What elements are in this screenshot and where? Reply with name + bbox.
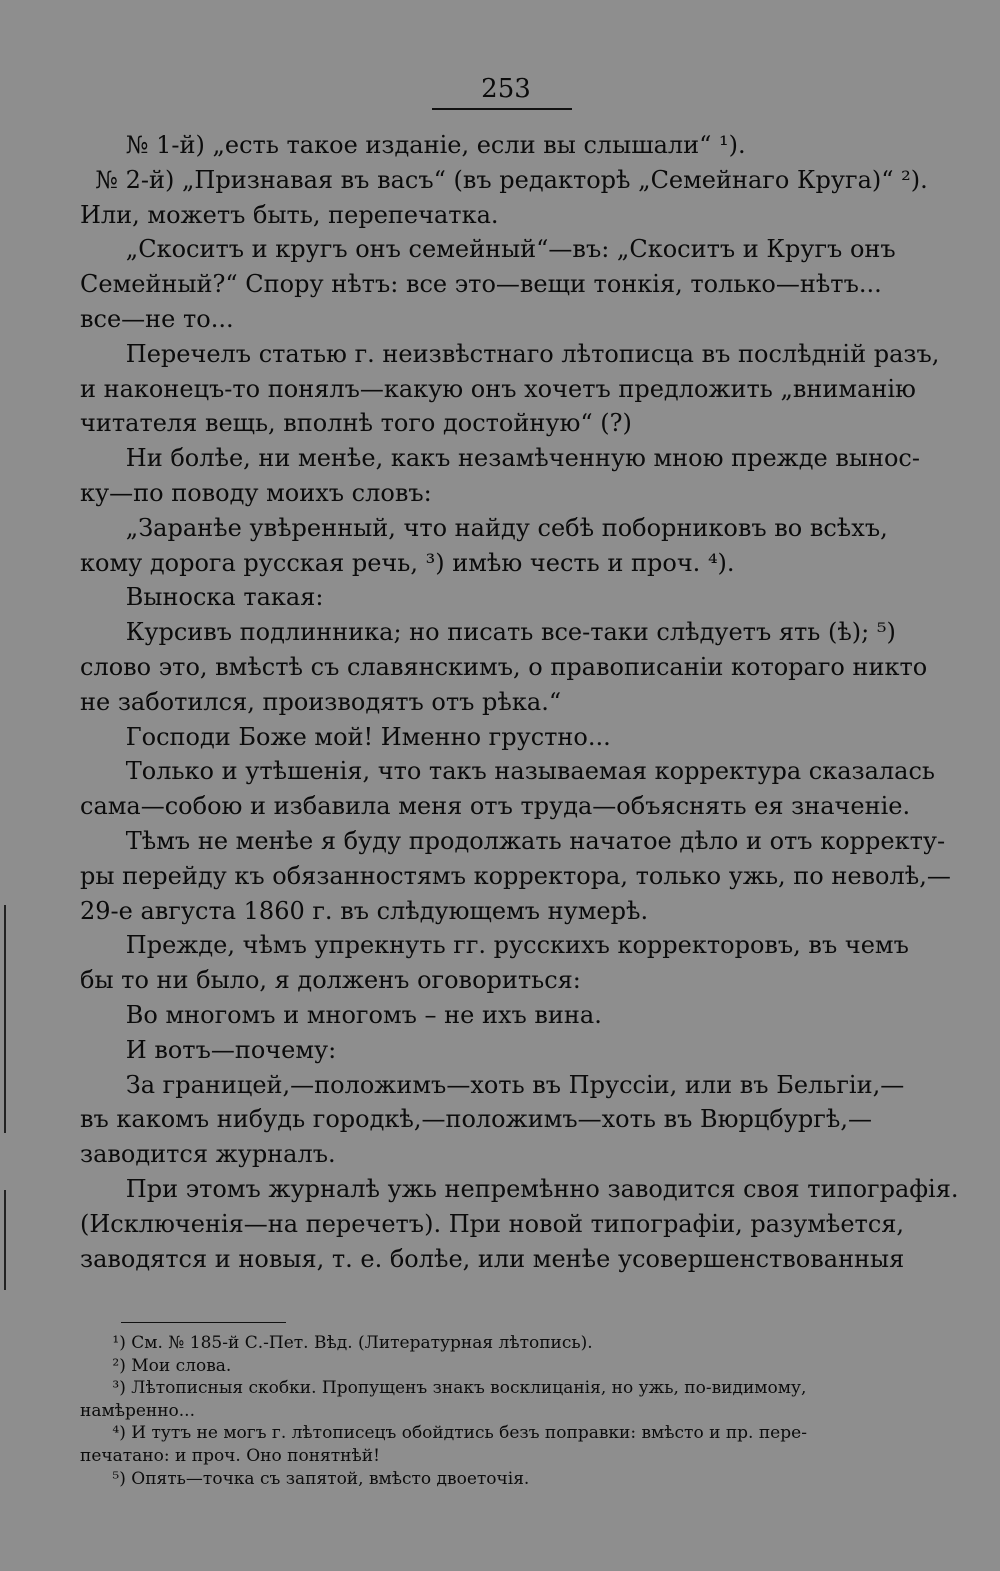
text-line: все—не то... xyxy=(80,304,234,333)
text-line: № 1-й) „есть такое изданіе, если вы слышали“ ¹). xyxy=(80,131,746,159)
text-line: Курсивъ подлинника; но писать все-таки слѣдуетъ ять (ѣ); ⁵) xyxy=(80,618,896,647)
text-line: Только и утѣшенія, что такъ называемая корректура сказалась xyxy=(80,757,935,786)
text-line: Во многомъ и многомъ – не ихъ вина. xyxy=(80,1000,602,1029)
text-line: ры перейду къ обязанностямъ корректора, только ужь, по неволѣ,— xyxy=(80,861,951,890)
footnote-line: ²) Мои слова. xyxy=(80,1355,232,1376)
text-line: заводится журналъ. xyxy=(80,1140,336,1169)
text-line: ку—по поводу моихъ словъ: xyxy=(80,478,432,507)
text-line: въ какомъ нибудь городкѣ,—положимъ—хоть въ Вюрцбургѣ,— xyxy=(80,1105,872,1134)
text-line: Семейный?“ Спору нѣтъ: все это—вещи тонкія, только—нѣтъ... xyxy=(80,270,882,299)
text-line: не заботился, производятъ отъ рѣка.“ xyxy=(80,687,562,716)
footnote-line: ¹) См. № 185-й С.-Пет. Вѣд. (Литературная лѣтопись). xyxy=(80,1333,593,1353)
text-line: сама—собою и избавила меня отъ труда—объяснять ея значеніе. xyxy=(80,792,911,821)
text-line: 29-е августа 1860 г. въ слѣдующемъ нумерѣ. xyxy=(80,896,649,925)
footnotes xyxy=(80,1332,926,1490)
margin-mark xyxy=(4,1190,6,1290)
header-rule xyxy=(432,108,572,110)
text-line: Прежде, чѣмъ упрекнуть гг. русскихъ корректоровъ, въ чемъ xyxy=(80,931,909,960)
text-line: Ни болѣе, ни менѣе, какъ незамѣченную мною прежде вынос- xyxy=(80,444,920,473)
footnote-line: ⁵) Опять—точка съ запятой, вмѣсто двоеточія. xyxy=(80,1468,530,1489)
text-line: слово это, вмѣстѣ съ славянскимъ, о правописаніи котораго никто xyxy=(80,652,928,681)
footnote-line: намѣренно... xyxy=(80,1400,195,1421)
text-line: И вотъ—почему: xyxy=(80,1035,337,1064)
body-text xyxy=(80,128,959,1276)
text-line: кому дорога русская речь, ³) имѣю честь и проч. ⁴). xyxy=(80,548,735,577)
text-line: „Скоситъ и кругъ онъ семейный“—въ: „Скоситъ и Кругъ онъ xyxy=(80,235,896,264)
text-line: Перечелъ статью г. неизвѣстнаго лѣтописца въ послѣдній разъ, xyxy=(80,339,940,368)
text-line: Или, можетъ быть, перепечатка. xyxy=(80,200,499,229)
text-line: Господи Боже мой! Именно грустно... xyxy=(80,722,611,751)
text-line: и наконецъ-то понялъ—какую онъ хочетъ предложить „вниманію xyxy=(80,374,916,403)
text-line: заводятся и новыя, т. е. болѣе, или менѣе усовершенствованныя xyxy=(80,1244,905,1273)
text-line: Выноска такая: xyxy=(80,583,324,612)
footnote-line: ³) Лѣтописныя скобки. Пропущенъ знакъ восклицанія, но ужь, по-видимому, xyxy=(80,1378,807,1399)
margin-mark xyxy=(4,905,6,1133)
text-line: читателя вещь, вполнѣ того достойную“ (?) xyxy=(80,409,632,438)
footnote-line: печатано: и проч. Оно понятнѣй! xyxy=(80,1445,380,1466)
text-line: (Исключенія—на перечетъ). При новой типографіи, разумѣется, xyxy=(80,1209,905,1238)
page-number: 253 xyxy=(481,74,531,104)
text-line: бы то ни было, я долженъ оговориться: xyxy=(80,966,581,995)
footnote-line: ⁴) И тутъ не могъ г. лѣтописецъ обойдтись безъ поправки: вмѣсто и пр. пере- xyxy=(80,1423,807,1444)
text-line: „Заранѣе увѣренный, что найду себѣ поборниковъ во всѣхъ, xyxy=(80,513,888,542)
text-line: № 2-й) „Признавая въ васъ“ (въ редакторѣ „Семейнаго Круга)“ ²). xyxy=(80,165,928,194)
text-line: Тѣмъ не менѣе я буду продолжать начатое дѣло и отъ корректу- xyxy=(80,826,946,855)
text-line: За границей,—положимъ—хоть въ Пруссіи, или въ Бельгіи,— xyxy=(80,1070,905,1099)
footnote-rule xyxy=(121,1322,286,1323)
text-line: При этомъ журналѣ ужь непремѣнно заводится своя типографія. xyxy=(80,1174,959,1203)
